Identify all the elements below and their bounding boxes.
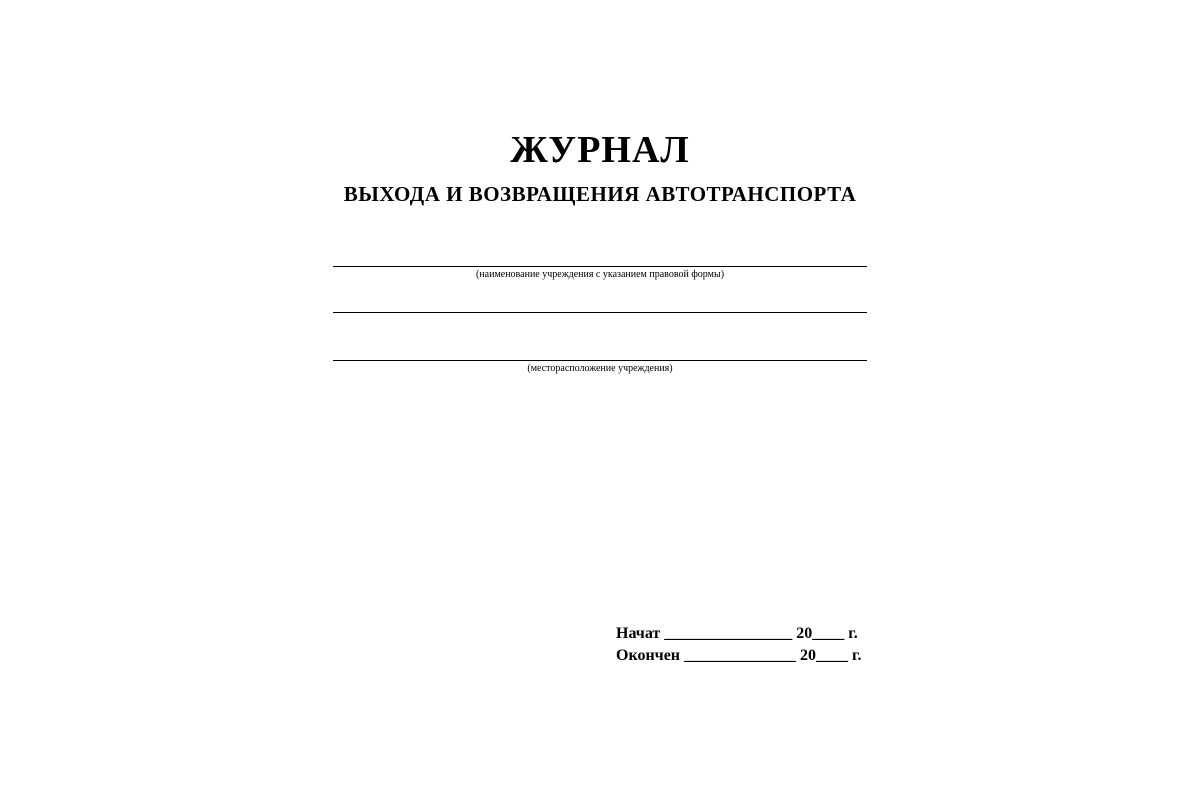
document-title: ЖУРНАЛ	[510, 129, 690, 171]
location-line	[333, 360, 867, 361]
location-caption: (месторасположение учреждения)	[527, 363, 673, 374]
finished-date-line: Окончен ______________ 20____ г.	[616, 647, 862, 664]
document-subtitle: ВЫХОДА И ВОЗВРАЩЕНИЯ АВТОТРАНСПОРТА	[343, 182, 857, 206]
organization-name-caption: (наименование учреждения с указанием правовой формы)	[475, 269, 725, 280]
started-date-line: Начат ________________ 20____ г.	[616, 625, 858, 642]
organization-name-line-continued	[333, 312, 867, 313]
organization-name-line	[333, 266, 867, 267]
